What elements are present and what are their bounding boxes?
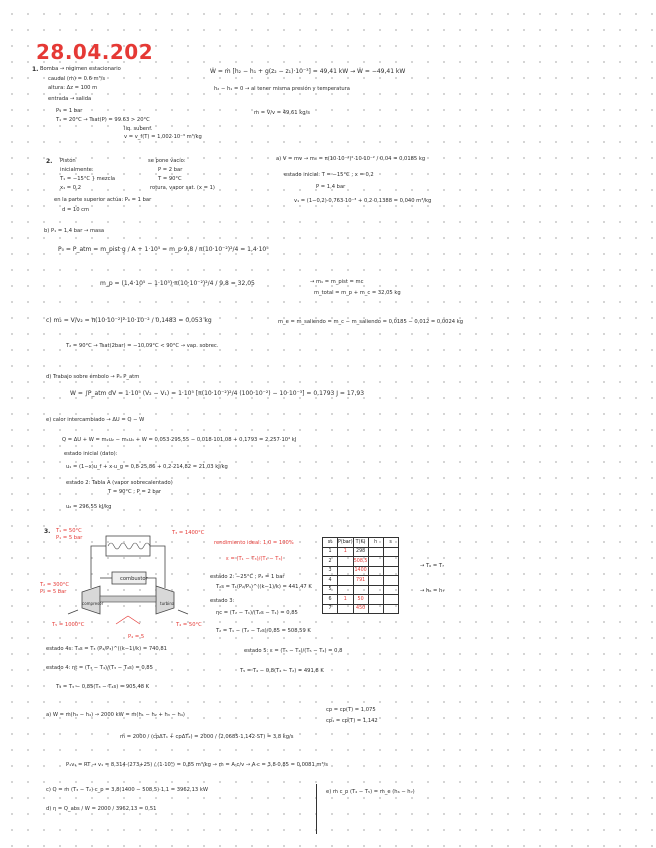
p2-c-right: m_e = m_saliendo = m_c − m_saliendo = 0,0185 − 0,012 = 0,0024 kg <box>278 319 464 325</box>
p2-e-state2: estado 2: Tabla A (vapor sobrecalentado) <box>66 480 173 486</box>
diagram-label-top-left: T₁ = 50°C P₁ = 5 bar <box>56 528 83 541</box>
p2-mid-line: se pone vacío: <box>148 158 186 164</box>
table-cell <box>383 585 398 595</box>
table-cell <box>338 576 354 586</box>
table-cell: 508,5 <box>353 557 368 567</box>
table-cell <box>338 566 354 576</box>
p2-e-state1: estado inicial (dato): <box>64 451 118 457</box>
p2-b-equation-2: m_p = (1,4·10⁵ − 1·10⁵)·π(10·10⁻²)²/4 / 9,8 = 32,05 <box>100 280 255 287</box>
table-cell: 450 <box>353 604 368 614</box>
col-header: s <box>383 538 398 548</box>
table-row <box>323 585 399 595</box>
p1-mass-flow: ṁ = V/v = 49,61 kg/s <box>254 110 310 116</box>
col-header: h <box>368 538 383 548</box>
table-cell: 7 <box>323 604 338 614</box>
table-cell <box>383 566 398 576</box>
table-cell: 1 <box>338 595 354 605</box>
table-cell <box>368 576 383 586</box>
table-header-row <box>323 538 399 548</box>
diagram-label-turbine: turbina <box>160 601 175 606</box>
diagram-label-compressor: compresor <box>82 601 104 606</box>
p2-e-u2: u₂ = 296,55 kJ/kg <box>66 504 112 510</box>
p2-left-line: d = 10 cm <box>62 207 90 213</box>
table-row <box>323 604 399 614</box>
p2-mid-line: T = 90°C <box>158 176 182 182</box>
state-table <box>322 537 399 614</box>
p3-a-equation: a) W = ṁ(h₃ − h₄) → 2000 kW = ṁ(h₁ − h₂ + h₃ − h₄) <box>46 712 185 718</box>
table-cell: 50 <box>353 595 368 605</box>
p3-effectiveness: ε = (T₁ − T₃)/(T₁ − T₃) <box>226 556 283 562</box>
p2-b-equation-1: P₀ = P_atm = m_pist·g / A + 1·10⁵ = m_p·9,8 / π(10·10⁻²)²/4 = 1,4·10⁵ <box>58 246 269 253</box>
table-cell <box>338 585 354 595</box>
table-side-note: → h₆ = h₇ <box>420 588 445 594</box>
table-cell <box>368 595 383 605</box>
p3-d-equation: d) η = Q_abs / W = 2000 / 3962,13 = 0,51 <box>46 806 157 812</box>
col-header: T(K) <box>353 538 368 548</box>
p2-a-state: estado inicial: T = −15°C ; x = 0,2 <box>284 172 374 178</box>
p1-line: T₁ = 20°C → Tsat(P) = 99.63 > 20°C <box>56 117 150 123</box>
p2-mid-line: rotura, vapor sat. (x = 1) <box>150 185 215 191</box>
problem-3-number: 3. <box>44 528 51 535</box>
p1-line: entrada → salida <box>48 96 92 102</box>
p2-a-pressure: P = 1,4 bar <box>316 184 346 190</box>
p1-line: Bomba → régimen estacionario <box>40 66 121 72</box>
p2-left-line: en la parte superior actúa: P₀ = 1 bar <box>54 197 152 203</box>
p3-state2b: T₂s = T₁(P₂/P₁)^((k−1)/k) = 441,47 K <box>216 584 312 590</box>
p1-energy-equation: Ẇ = ṁ [h₂ − h₁ + g(z₂ − z₁)·10⁻³] = 49,41 kW → Ẇ = −49,41 kW <box>210 68 406 75</box>
p1-line: v = v_f(T) = 1,002·10⁻³ m³/kg <box>124 134 202 140</box>
table-cell <box>353 585 368 595</box>
p2-mid-line: P = 2 bar <box>158 167 183 173</box>
p3-state5: estado 5: ε = (T₅ − T₄)/(T₅ − T₄) = 0,8 <box>244 648 343 654</box>
problem-1-number: 1. <box>32 66 39 73</box>
p3-state4b: estado 4: ηt = (T₃ − T₄)/(T₃ − T₄s) = 0,85 <box>46 665 153 671</box>
table-cell <box>338 557 354 567</box>
table-cell <box>383 576 398 586</box>
table-row <box>323 557 399 567</box>
table-cell: 6 <box>323 595 338 605</box>
diagram-label-combustor: combustor <box>120 576 148 582</box>
table-cell <box>383 604 398 614</box>
table-cell: 791 <box>353 576 368 586</box>
p2-b-title: b) P₁ = 1,4 bar → masa <box>44 228 105 234</box>
table-cell: 298 <box>353 547 368 557</box>
p3-eta: ηc = (T₂ − T₁)/(T₂s − T₁) = 0,85 <box>216 610 298 616</box>
table-cell <box>383 595 398 605</box>
p2-a-equation: a) V = mv → m₁ = π(10·10⁻²)²·10·10⁻² / 0,04 = 0,0185 kg <box>276 156 426 162</box>
table-row <box>323 576 399 586</box>
p1-line: altura: Δz = 100 m <box>48 85 98 91</box>
table-cell <box>368 604 383 614</box>
p1-line: caudal (ṁ) = 0.6 m³/s <box>48 76 106 82</box>
p2-e-title: e) calor intercambiado → ΔU = Q − W <box>46 417 145 423</box>
p1-line: P₁ = 1 bar <box>56 108 83 114</box>
table-row <box>323 595 399 605</box>
p3-state4c: T₄ = T₃ − 0,85(T₃ − T₄s) = 905,48 K <box>56 684 150 690</box>
p3-a-cp: cp = cp(T) = 1,075 <box>326 707 376 713</box>
table-cell: 2 <box>323 557 338 567</box>
p2-e-u1: u₁ = (1−x)u_f + x·u_g = 0,8·25,86 + 0,2·214,82 = 21,03 kJ/kg <box>66 464 228 470</box>
p3-a-pv: P₁v₁ = RT → v₁ = 8,314·(273+25) / (1·10⁵) = 0,85 m³/kg → ṁ = A·c/v → A·c = 3,8·0,85 = 0,0081 m³/s <box>66 762 329 768</box>
diagram-label-top-right: T₃ = 1400°C <box>172 530 205 536</box>
p2-e-conditions: T = 90°C ; P = 2 bar <box>108 489 162 495</box>
table-cell: 1 <box>338 547 354 557</box>
diagram-label-bottom-right: T₄ = 50°C <box>176 622 202 628</box>
p2-b-result-1: → m₁ = m_pist = mc <box>310 279 364 285</box>
p3-a-cp2: cp₁ = cp(T) = 1,142 <box>326 718 378 724</box>
p2-left-line: T₁ = −15°C } mezcla <box>60 176 116 182</box>
p2-d-title: d) Trabajo sobre émbolo → P₀ P_atm <box>46 374 140 380</box>
p2-c-equation: c) m₂ = V/v₂ = π(10·10⁻²)²·10·10⁻² / 0,1483 = 0,053 kg <box>46 317 212 324</box>
col-header: st <box>323 538 338 548</box>
p3-state4: estado 4s: T₄s = T₃ (P₄/P₃)^((k−1)/k) = 740,81 <box>46 646 167 652</box>
problem-2-number: 2. <box>46 158 53 165</box>
table-cell <box>383 547 398 557</box>
p3-t5: T₅ = T₄ − 0,8(T₄ − T₂) = 491,8 K <box>240 668 324 674</box>
table-cell <box>368 566 383 576</box>
table-cell <box>368 547 383 557</box>
p3-heading: rendimiento ideal: 1,0 = 100% <box>214 540 294 546</box>
table-cell: 1 <box>323 547 338 557</box>
p3-state3: estado 3: <box>210 598 235 604</box>
p2-a-volume: v₁ = (1−0,2)·0,763·10⁻³ + 0,2·0,1388 = 0,040 m³/kg <box>294 198 432 204</box>
table-cell <box>338 604 354 614</box>
table-row <box>323 566 399 576</box>
table-cell <box>368 557 383 567</box>
table-side-note: → T₆ = T₇ <box>420 563 445 569</box>
table-cell <box>368 585 383 595</box>
p2-left-line: Pistón <box>60 158 76 164</box>
table-cell: 1400 <box>353 566 368 576</box>
p2-b-result-2: m_total = m_p + m_c = 32,05 kg <box>314 290 401 296</box>
p2-c-temperature: T₂ = 90°C → Tsat(2bar) = −10,09°C < 90°C → vap. sobrec. <box>66 343 219 349</box>
col-header: P(bar) <box>338 538 354 548</box>
p2-left-line: inicialmente: <box>60 167 94 173</box>
p2-left-line: x₁ = 0,2 <box>60 185 82 191</box>
diagram-label-bottom-left: T₅ = 1000°C <box>52 622 85 628</box>
diagram-label-left: T₂ = 300°C P₂ = 5 bar <box>40 582 70 595</box>
p3-c-equation: c) Q = ṁ (T₃ − T₂)·c_p = 3,8(1400 − 508,5)·1,1 = 3962,13 kW <box>46 787 208 793</box>
column-divider <box>316 784 317 834</box>
p2-d-equation: W = ∫P_atm dV = 1·10⁵ (V₂ − V₁) = 1·10⁵ [π(10·10⁻²)²/4 (100·10⁻²) − 10·10⁻³] = 0,1793 J = 17,93 <box>70 390 365 397</box>
p1-note: h₂ − h₁ = 0 → al tener misma presión y temperatura <box>214 86 350 92</box>
table-row <box>323 547 399 557</box>
table-cell: 4 <box>323 576 338 586</box>
diagram-label-bottom: P₄ = 5 <box>128 634 145 640</box>
p3-t2: T₂ = T₁ − (T₂ − T₂s)/0,85 = 508,59 K <box>216 628 311 634</box>
table-cell: 5 <box>323 585 338 595</box>
p3-e-equation: e) ṁ c_p (T₄ − T₅) = ṁ_e (h₆ − h₇) <box>326 789 415 795</box>
p3-a-mass: ṁ = 2000 / (cpΔT₁ + cpΔT₂) = 2000 / (2,0685·1,142·ST) = 3,8 kg/s <box>120 734 294 740</box>
table-cell: 3 <box>323 566 338 576</box>
p3-state2: estado 2: −25°C ; P₂ = 1 bar <box>210 574 285 580</box>
page-date: 28.04.202 <box>36 40 154 64</box>
p2-e-equation: Q = ΔU + W = m₂u₂ − m₁u₁ + W = 0,053·295,55 − 0,018·101,08 + 0,1793 = 2,257·10⁴ kJ <box>62 437 297 443</box>
table-cell <box>383 557 398 567</box>
p1-line: liq. subenf. <box>124 126 153 132</box>
